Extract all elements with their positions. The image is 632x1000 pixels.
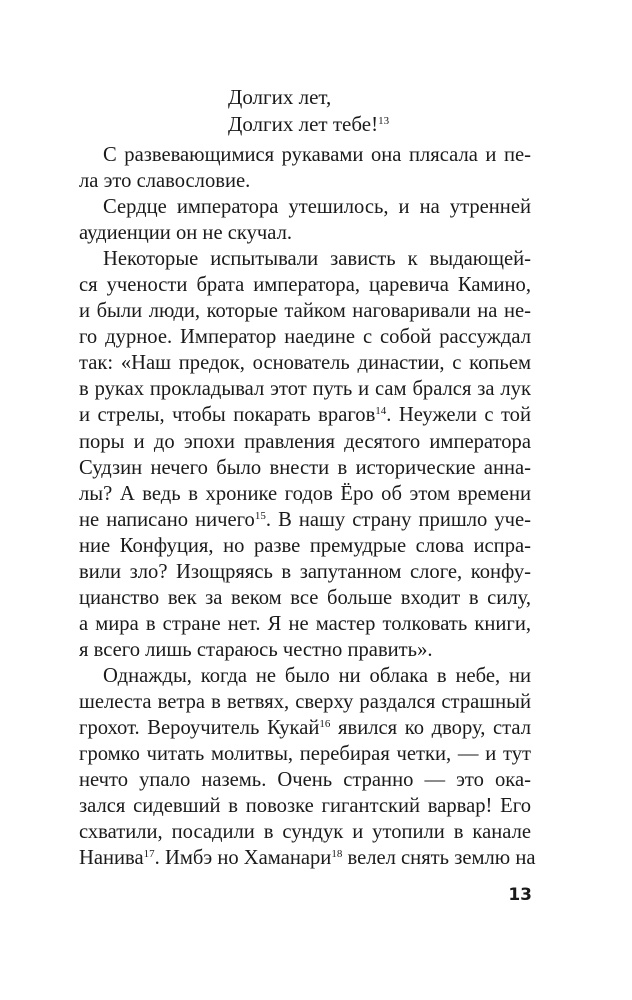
text-line: ся учености брата императора, царевича Камино,: [79, 274, 531, 297]
text-segment: явился ко двору, стал: [330, 717, 531, 740]
footnote-marker: 14: [375, 405, 387, 418]
text-line: шелеста ветра в ветвях, сверху раздался страшный: [79, 690, 531, 713]
text-line: аудиенции он не скучал.: [79, 222, 292, 245]
verse-text: Долгих лет тебе!: [228, 112, 379, 136]
text-segment: . Неужели с той: [386, 404, 531, 427]
text-segment: не написано ничего: [79, 508, 255, 531]
text-line: [79, 507, 531, 533]
paragraph: [79, 663, 536, 871]
text-line: поры и до эпохи правления десятого императора: [79, 430, 531, 453]
text-line: я всего лишь стараюсь честно править».: [79, 638, 433, 661]
paragraph: [79, 194, 531, 246]
text-line: и были люди, которые тайком наговаривали на не-: [79, 300, 531, 323]
paragraph: [79, 142, 531, 194]
text-line: лы? А ведь в хронике годов Ёро об этом времени: [79, 482, 531, 505]
text-line: в руках прокладывал этот путь и сам брался за лук: [79, 378, 531, 401]
text-line: [79, 715, 531, 741]
text-line: вили зло? Изощряясь в запутанном слоге, конфу-: [79, 560, 531, 583]
text-segment: . В нашу страну пришло уче-: [265, 508, 531, 531]
page-number: 13: [508, 885, 532, 905]
verse-line: [228, 111, 389, 138]
text-line: зался сидевший в повозке гигантский варвар! Его: [79, 795, 531, 818]
text-line: [79, 402, 531, 428]
body-text: [79, 142, 536, 871]
text-segment: . Имбэ но Хаманари: [154, 847, 332, 870]
text-line: С развевающимися рукавами она плясала и пе-: [103, 144, 531, 166]
text-line: нечто упало наземь. Очень странно — это ока-: [79, 769, 531, 792]
text-segment: грохот. Вероучитель Кукай: [79, 717, 320, 740]
text-line: схватили, посадили в сундук и утопили в канале: [79, 821, 531, 844]
text-line: громко читать молитвы, перебирая четки, — и тут: [79, 743, 531, 766]
text-line: ла это славословие.: [79, 170, 251, 193]
text-line: Однажды, когда не было ни облака в небе, ни: [103, 664, 531, 687]
text-line: [79, 845, 536, 871]
verse-line: Долгих лет,: [228, 85, 332, 109]
text-line: Сердце императора утешилось, и на утренней: [103, 196, 531, 219]
text-line: го дурное. Император наедине с собой рассуждал: [79, 326, 531, 349]
paragraph: [79, 246, 531, 663]
footnote-marker: 18: [331, 848, 343, 861]
text-segment: Нанива: [79, 847, 144, 870]
verse-block: [228, 84, 389, 138]
footnote-marker: 15: [254, 509, 266, 522]
text-line: ние Конфуция, но разве премудрые слова испра-: [79, 534, 531, 557]
text-segment: и стрелы, чтобы покарать врагов: [79, 404, 376, 427]
text-segment: велел снять землю на: [342, 847, 536, 870]
footnote-marker: 16: [319, 718, 331, 731]
footnote-marker: 17: [143, 848, 155, 861]
text-line: так: «Наш предок, основатель династии, с копьем: [79, 352, 531, 375]
text-line: а мира в стране нет. Я не мастер толковать книги,: [79, 612, 531, 635]
text-line: Некоторые испытывали зависть к выдающей-: [103, 248, 531, 271]
text-line: Судзин нечего было внести в исторические анна-: [79, 456, 531, 479]
footnote-marker: 13: [378, 115, 390, 127]
text-line: цианство век за веком все больше входит в силу,: [79, 586, 531, 609]
